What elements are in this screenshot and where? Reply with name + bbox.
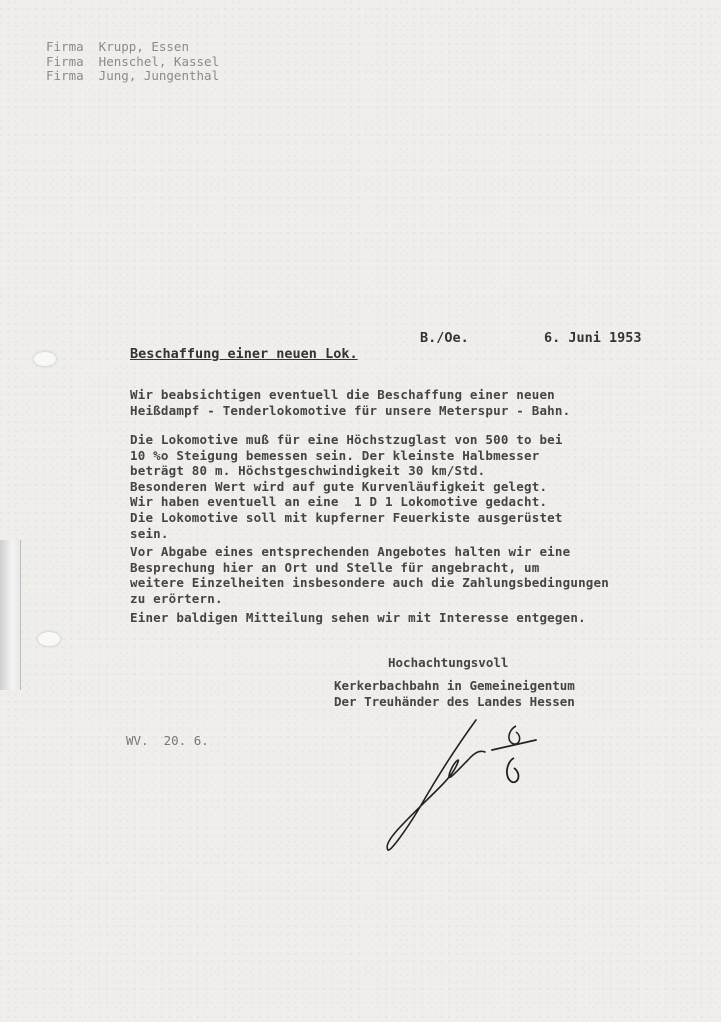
paragraph-specifications	[130, 432, 563, 541]
body-line: Besprechung hier an Ort und Stelle für angebracht, um	[130, 559, 540, 575]
paragraph-meeting	[130, 544, 609, 606]
body-line: Die Lokomotive soll mit kupferner Feuerkiste ausgerüstet	[130, 509, 563, 525]
body-line: 10 %o Steigung bemessen sein. Der kleinste Halbmesser	[130, 447, 540, 463]
followup-note: WV. 20. 6.	[126, 733, 209, 748]
body-line: Wir haben eventuell an eine 1 D 1 Lokomotive gedacht.	[130, 494, 548, 510]
punch-hole	[38, 632, 60, 646]
paragraph-closing-request	[130, 610, 586, 626]
punch-hole	[34, 352, 56, 366]
organization-line: Kerkerbachbahn in Gemeineigentum	[334, 678, 575, 693]
body-line: weitere Einzelheiten insbesondere auch die Zahlungsbedingungen	[130, 575, 609, 591]
body-line: Heißdampf - Tenderlokomotive für unsere Meterspur - Bahn.	[130, 402, 571, 418]
torn-paper-edge	[0, 540, 21, 690]
recipient-line: Firma Krupp, Essen	[46, 39, 189, 54]
recipient-list	[46, 40, 219, 84]
subject-line: Beschaffung einer neuen Lok.	[130, 346, 358, 362]
closing-salutation: Hochachtungsvoll	[388, 655, 509, 670]
body-line: Besonderen Wert wird auf gute Kurvenläufigkeit gelegt.	[130, 478, 548, 494]
body-line: Vor Abgabe eines entsprechenden Angebotes halten wir eine	[130, 544, 571, 559]
body-line: Die Lokomotive muß für eine Höchstzuglast von 500 to bei	[130, 432, 563, 447]
body-line: beträgt 80 m. Höchstgeschwindigkeit 30 km/Std.	[130, 463, 486, 479]
letter-date: 6. Juni 1953	[544, 330, 642, 346]
handwritten-signature	[380, 712, 550, 862]
body-line: Wir beabsichtigen eventuell die Beschaffung einer neuen	[130, 387, 555, 402]
body-line: Einer baldigen Mitteilung sehen wir mit Interesse entgegen.	[130, 610, 586, 625]
reference-code: B./Oe.	[420, 330, 469, 346]
body-line: sein.	[130, 525, 169, 541]
sender-organization	[334, 678, 575, 709]
recipient-line: Firma Henschel, Kassel	[46, 53, 220, 69]
organization-line: Der Treuhänder des Landes Hessen	[334, 693, 575, 709]
body-line: zu erörtern.	[130, 590, 223, 606]
recipient-line: Firma Jung, Jungenthal	[46, 68, 220, 83]
paragraph-intent	[130, 387, 570, 418]
